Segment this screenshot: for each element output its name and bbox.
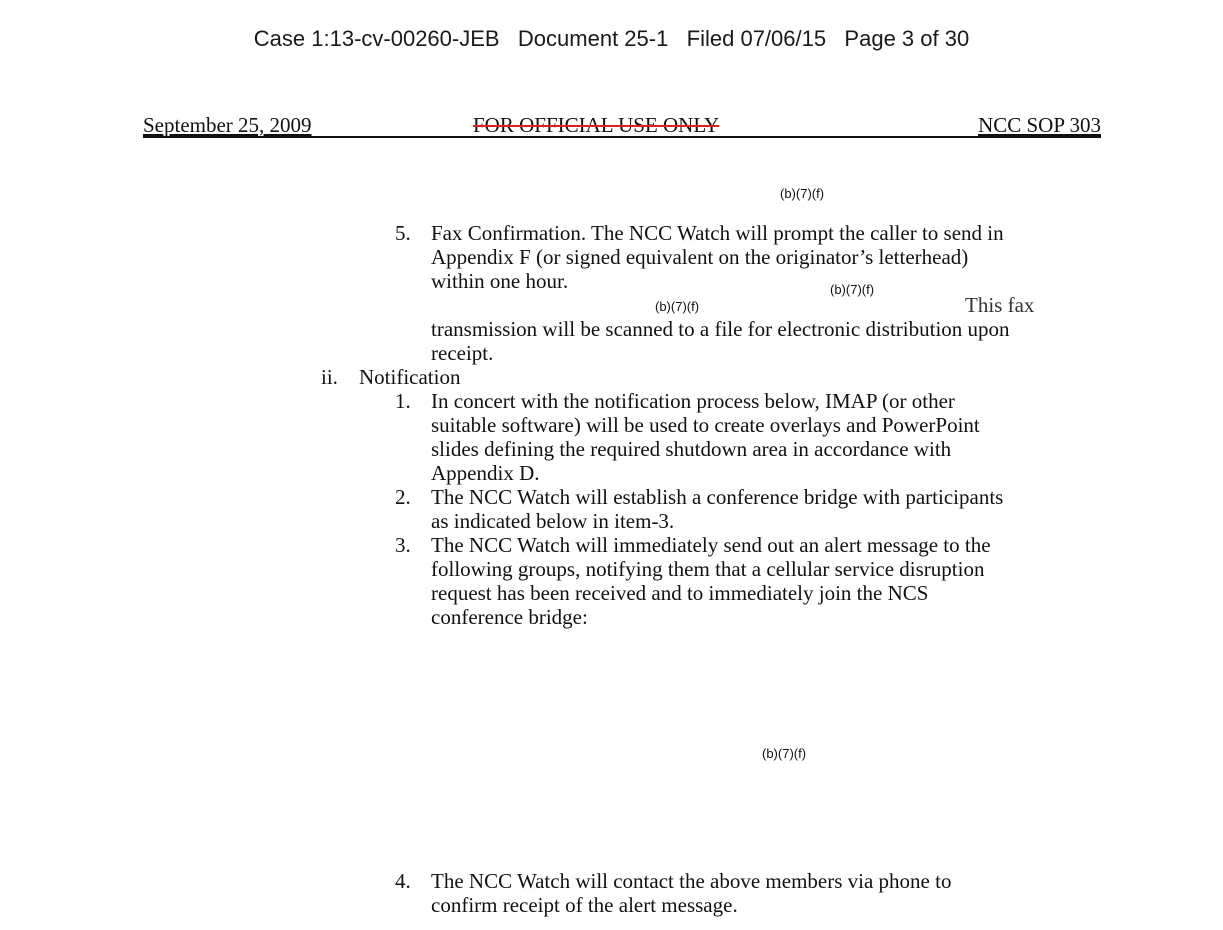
list-number: 2. xyxy=(395,485,411,509)
paragraph-line: following groups, notifying them that a cellular service disruption xyxy=(431,557,985,581)
list-number: 4. xyxy=(395,869,411,893)
section-number: ii. xyxy=(321,365,338,389)
redaction-marker: (b)(7)(f) xyxy=(830,282,875,297)
paragraph-line: The NCC Watch will establish a conference bridge with participants xyxy=(431,485,1004,509)
list-number: 1. xyxy=(395,389,411,413)
paragraph-line: within one hour. xyxy=(431,269,569,293)
paragraph-line: as indicated below in item-3. xyxy=(431,509,675,533)
paragraph-line: receipt. xyxy=(431,341,494,365)
paragraph-line: Fax Confirmation. The NCC Watch will prompt the caller to send in xyxy=(431,221,1004,245)
header-doc-id: NCC SOP 303 xyxy=(978,113,1101,137)
paragraph-fragment: This fax xyxy=(965,293,1035,317)
paragraph-line: request has been received and to immediately join the NCS xyxy=(431,581,929,605)
paragraph-line: The NCC Watch will contact the above members via phone to xyxy=(431,869,952,893)
case-filing-header: Case 1:13-cv-00260-JEB Document 25-1 Filed 07/06/15 Page 3 of 30 xyxy=(253,26,970,51)
paragraph-line: Appendix F (or signed equivalent on the originator’s letterhead) xyxy=(431,245,969,269)
paragraph-line: suitable software) will be used to create overlays and PowerPoint xyxy=(431,413,980,437)
section-title: Notification xyxy=(359,365,461,389)
header-date: September 25, 2009 xyxy=(143,113,312,137)
paragraph-line: Appendix D. xyxy=(431,461,540,485)
redaction-marker: (b)(7)(f) xyxy=(762,746,807,761)
paragraph-line: transmission will be scanned to a file for electronic distribution upon xyxy=(431,317,1010,341)
redaction-marker: (b)(7)(f) xyxy=(780,186,825,201)
header-classification: FOR OFFICIAL USE ONLY xyxy=(473,113,720,137)
paragraph-line: slides defining the required shutdown area in accordance with xyxy=(431,437,952,461)
paragraph-line: The NCC Watch will immediately send out an alert message to the xyxy=(431,533,991,557)
running-header xyxy=(143,110,1101,138)
paragraph-line: In concert with the notification process below, IMAP (or other xyxy=(431,389,955,413)
paragraph-line: confirm receipt of the alert message. xyxy=(431,893,738,917)
redaction-marker: (b)(7)(f) xyxy=(655,299,700,314)
paragraph-line: conference bridge: xyxy=(431,605,588,629)
list-number: 5. xyxy=(395,221,411,245)
list-number: 3. xyxy=(395,533,411,557)
